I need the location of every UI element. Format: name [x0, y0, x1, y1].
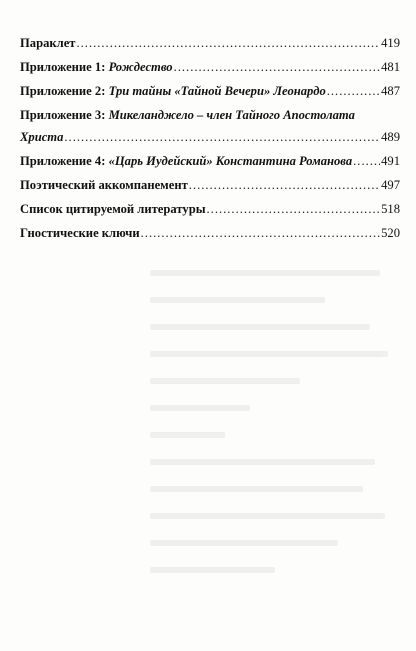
- toc-page-number: 481: [381, 60, 400, 74]
- toc-entry-subtitle: Микеланджело – член Тайного Апостолата: [108, 108, 355, 122]
- bleed-through-shadow: [150, 270, 400, 640]
- toc-entry-subtitle: Три тайны «Тайной Вечери» Леонардо: [108, 84, 326, 98]
- toc-entry-title: Приложение 4:: [20, 154, 106, 168]
- toc-entry-title: Список цитируемой литературы: [20, 202, 206, 216]
- toc-entry-title: Приложение 1:: [20, 60, 106, 74]
- toc-entry-subtitle: Рождество: [108, 60, 173, 74]
- toc-entry-appendix-3: [20, 108, 400, 145]
- toc-entry-bibliography: [20, 202, 400, 217]
- toc-page-number: 489: [381, 130, 400, 144]
- toc-entry-title: Приложение 3:: [20, 108, 106, 122]
- toc-entry-appendix-2: [20, 84, 400, 99]
- toc-leader-dots: [77, 36, 381, 51]
- toc-entry-subtitle: «Царь Иудейский» Константина Романова: [108, 154, 353, 168]
- toc-leader-dots: [327, 84, 380, 99]
- toc-entry-paraclete: [20, 36, 400, 51]
- toc-page-number: 487: [381, 84, 400, 98]
- toc-leader-dots: [64, 130, 380, 145]
- toc-leader-dots: [207, 202, 381, 217]
- toc-page-number: 520: [381, 226, 400, 240]
- toc-leader-dots: [353, 154, 380, 169]
- toc-page-number: 497: [381, 178, 400, 192]
- toc-page-number: 491: [381, 154, 400, 168]
- toc-entry-title: Приложение 2:: [20, 84, 106, 98]
- toc-entry-title: Параклет: [20, 36, 76, 50]
- toc-entry-title: Поэтический аккомпанемент: [20, 178, 188, 192]
- toc-page-number: 518: [381, 202, 400, 216]
- toc-entry-gnostic-keys: [20, 226, 400, 241]
- toc-entry-appendix-4: [20, 154, 400, 169]
- toc-leader-dots: [189, 178, 380, 193]
- toc-entry-poetic-accompaniment: [20, 178, 400, 193]
- toc-leader-dots: [141, 226, 380, 241]
- toc-leader-dots: [174, 60, 381, 75]
- table-of-contents: [20, 36, 400, 241]
- toc-entry-appendix-1: [20, 60, 400, 75]
- toc-page-number: 419: [381, 36, 400, 50]
- toc-entry-title: Гностические ключи: [20, 226, 140, 240]
- toc-entry-subtitle-continued: Христа: [20, 130, 64, 144]
